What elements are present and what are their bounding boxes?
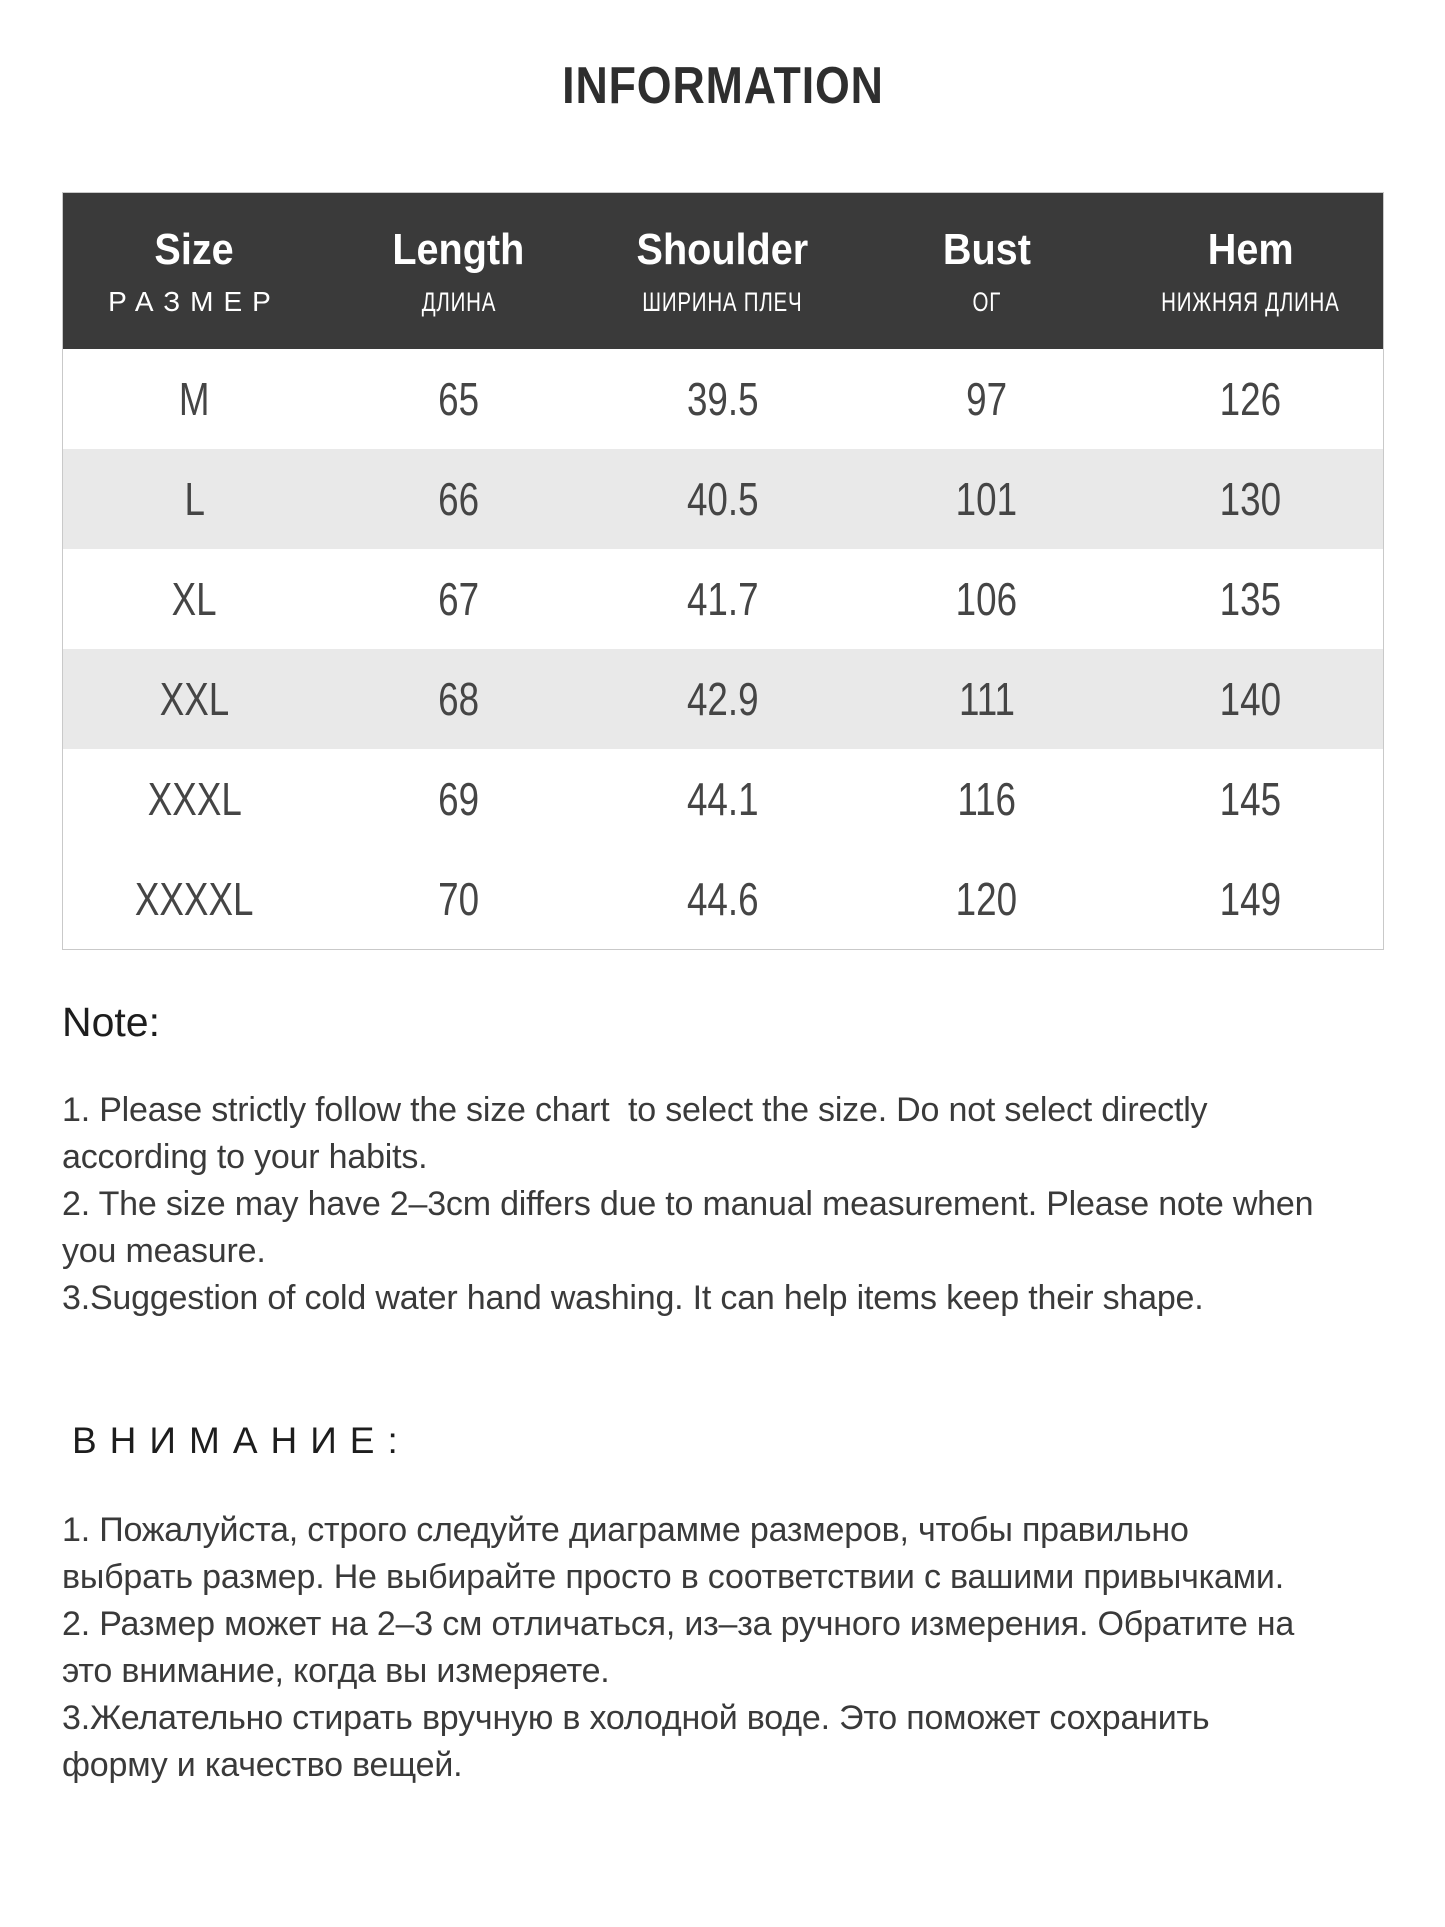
column-sublabel-shoulder-ru: ШИРИНА ПЛЕЧ [642, 287, 803, 317]
table-row-m [63, 349, 1383, 449]
column-label-bust: Bust [942, 225, 1031, 274]
column-sublabel-length-ru: ДЛИНА [421, 287, 496, 317]
cell-length [327, 449, 591, 549]
cell-length [327, 349, 591, 449]
size-value: L [184, 473, 205, 525]
notes-english-heading: Note: [62, 999, 160, 1045]
shoulder-value: 42.9 [686, 673, 759, 725]
cell-shoulder [591, 849, 855, 949]
column-sublabel-bust-ru: ОГ [972, 287, 1001, 317]
bust-value: 120 [955, 873, 1018, 925]
cell-hem [1119, 849, 1383, 949]
size-value: XXXL [147, 773, 242, 825]
bust-value: 101 [955, 473, 1018, 525]
length-value: 69 [438, 773, 479, 825]
cell-size [63, 349, 327, 449]
bust-value: 97 [966, 373, 1007, 425]
column-label-size: Size [154, 225, 235, 274]
table-row-l [63, 449, 1383, 549]
note-en-item-1: 1. Please strictly follow the size chart to select the size. Do not select directly according to your habits. [62, 1091, 1217, 1176]
size-value: M [179, 373, 210, 425]
page-title [0, 0, 1445, 116]
length-value: 65 [438, 373, 479, 425]
bust-value: 116 [957, 773, 1016, 825]
note-ru-item-3: 3.Желательно стирать вручную в холодной воде. Это поможет сохранить форму и качество вещей. [62, 1699, 1219, 1784]
cell-bust [855, 349, 1119, 449]
cell-length [327, 549, 591, 649]
length-value: 70 [438, 873, 479, 925]
size-chart-body [63, 349, 1383, 949]
table-row-xl [63, 549, 1383, 649]
cell-size [63, 549, 327, 649]
bust-value: 106 [955, 573, 1018, 625]
shoulder-value: 44.6 [686, 873, 759, 925]
hem-value: 145 [1219, 773, 1282, 825]
cell-shoulder [591, 649, 855, 749]
length-value: 66 [438, 473, 479, 525]
cell-hem [1119, 349, 1383, 449]
cell-bust [855, 849, 1119, 949]
column-header-bust [855, 193, 1119, 349]
cell-size [63, 849, 327, 949]
column-header-hem [1119, 193, 1383, 349]
hem-value: 149 [1219, 873, 1282, 925]
hem-value: 135 [1219, 573, 1282, 625]
size-value: XL [171, 573, 217, 625]
cell-bust [855, 449, 1119, 549]
column-label-length: Length [392, 225, 525, 274]
notes-english-section [62, 999, 1323, 1322]
cell-shoulder [591, 549, 855, 649]
column-header-size [63, 193, 327, 349]
hem-value: 130 [1219, 473, 1282, 525]
cell-size [63, 449, 327, 549]
column-header-shoulder [591, 193, 855, 349]
hem-value: 140 [1219, 673, 1282, 725]
note-ru-item-1: 1. Пожалуйста, строго следуйте диаграмме размеров, чтобы правильно выбрать размер. Не выбирайте просто в соответствии с вашими привычками. [62, 1511, 1284, 1596]
length-value: 67 [438, 573, 479, 625]
column-sublabel-hem-ru: НИЖНЯЯ ДЛИНА [1161, 287, 1340, 317]
size-chart-header-row [63, 193, 1383, 349]
cell-length [327, 749, 591, 849]
cell-hem [1119, 649, 1383, 749]
shoulder-value: 44.1 [686, 773, 759, 825]
cell-bust [855, 749, 1119, 849]
cell-shoulder [591, 449, 855, 549]
cell-hem [1119, 749, 1383, 849]
cell-size [63, 749, 327, 849]
table-row-xxxxl [63, 849, 1383, 949]
notes-russian-heading: ВНИМАНИЕ: [72, 1420, 411, 1461]
cell-hem [1119, 449, 1383, 549]
size-value: XXXXL [135, 873, 254, 925]
column-header-length [327, 193, 591, 349]
table-row-xxxl [63, 749, 1383, 849]
bust-value: 111 [958, 673, 1015, 725]
cell-shoulder [591, 349, 855, 449]
shoulder-value: 39.5 [686, 373, 759, 425]
length-value: 68 [438, 673, 479, 725]
note-ru-item-2: 2. Размер может на 2–3 см отличаться, из–за ручного измерения. Обратите на это внимание, когда вы измеряете. [62, 1605, 1304, 1690]
column-label-shoulder: Shoulder [636, 225, 809, 274]
note-en-item-3: 3.Suggestion of cold water hand washing. It can help items keep their shape. [62, 1279, 1204, 1317]
hem-value: 126 [1219, 373, 1282, 425]
shoulder-value: 40.5 [686, 473, 759, 525]
shoulder-value: 41.7 [686, 573, 759, 625]
column-sublabel-size-ru: РАЗМЕР [108, 286, 281, 317]
cell-shoulder [591, 749, 855, 849]
cell-bust [855, 649, 1119, 749]
size-chart-table [62, 192, 1384, 950]
table-row-xxl [63, 649, 1383, 749]
notes-russian-section [62, 1422, 1317, 1789]
cell-hem [1119, 549, 1383, 649]
cell-length [327, 649, 591, 749]
cell-size [63, 649, 327, 749]
note-en-item-2: 2. The size may have 2–3cm differs due to manual measurement. Please note when you measure. [62, 1185, 1323, 1270]
page-title-text: INFORMATION [561, 57, 884, 115]
cell-length [327, 849, 591, 949]
cell-bust [855, 549, 1119, 649]
column-label-hem: Hem [1207, 225, 1294, 274]
size-value: XXL [159, 673, 230, 725]
